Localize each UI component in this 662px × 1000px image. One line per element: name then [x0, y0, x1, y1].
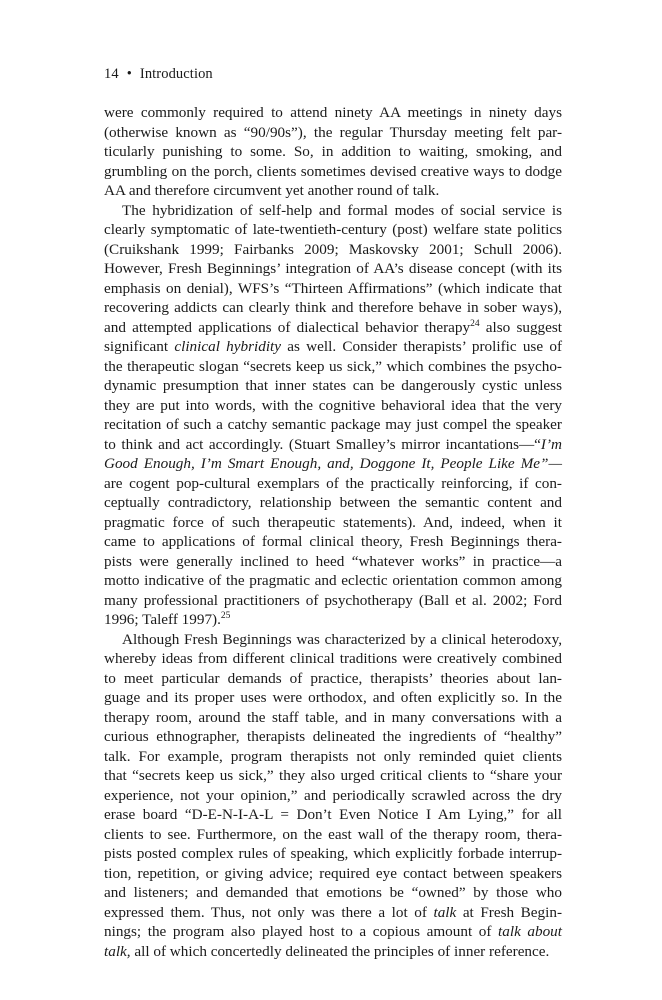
- text-line: [104, 435, 562, 455]
- line-text: to think and act accordingly. (Stuart Smalley’s mirror incantations—“: [104, 435, 541, 453]
- text-line: dynamic presumption that inner states can be dangerously cystic unless: [104, 377, 562, 394]
- italic-term: clinical hybridity: [174, 338, 282, 355]
- text-line: [104, 610, 562, 630]
- text-line: Although Fresh Beginnings was characterized by a clinical heterodoxy,: [122, 630, 562, 648]
- text-line: were commonly required to attend ninety AA meetings in ninety days: [104, 104, 562, 121]
- bullet-separator: •: [126, 66, 132, 82]
- paragraph-1: [104, 103, 562, 201]
- text-line: However, Fresh Beginnings’ integration of AA’s disease concept (with its: [104, 260, 562, 277]
- text-line: many professional practitioners of psychotherapy (Ball et al. 2002; Ford: [104, 591, 562, 609]
- section-title: Introduction: [139, 66, 213, 82]
- text-line: ceptually contradictory, relationship between the semantic content and: [104, 494, 562, 511]
- running-head: [104, 66, 213, 83]
- text-line: [104, 903, 562, 923]
- text-line: pists were generally inclined to heed “whatever works” in practice—a: [104, 552, 562, 570]
- line-text: as well. Consider therapists’ prolific use of: [281, 338, 562, 355]
- line-text: 1996; Taleff 1997).: [104, 611, 221, 628]
- italic-term: talk about: [498, 923, 563, 940]
- paragraph-3: [104, 630, 562, 962]
- text-line: clients to see. Furthermore, on the east wall of the therapy room, thera-: [104, 825, 562, 843]
- text-line: pragmatic force of such therapeutic statements). And, indeed, when it: [104, 513, 562, 531]
- text-line: [104, 942, 562, 962]
- text-line: the therapeutic slogan “secrets keep us sick,” which combines the psycho-: [104, 357, 562, 375]
- line-text: significant: [104, 338, 169, 355]
- text-line: whereby ideas from different clinical traditions were creatively combined: [104, 650, 562, 667]
- line-text: and attempted applications of dialectical behavior therapy: [104, 318, 471, 336]
- line-text: also suggest: [479, 318, 563, 336]
- text-line: erase board “D-E-N-I-A-L = Don’t Even Notice I Am Lying,” for all: [104, 806, 562, 823]
- text-line: [104, 454, 562, 474]
- line-text: all of which concertedly delineated the principles of inner reference.: [134, 942, 550, 960]
- italic-phrase: Good Enough, I’m Smart Enough, and, Doggone It, People Like Me”—: [104, 455, 562, 472]
- italic-term: talk,: [104, 942, 131, 960]
- text-line: and listeners; and demanded that emotions be “owned” by those who: [104, 884, 562, 901]
- text-line: that “secrets keep us sick,” they also urged critical clients to “share your: [104, 767, 562, 784]
- text-line: to meet particular demands of practice, therapists’ theories about lan-: [104, 669, 562, 687]
- text-line: talk. For example, program therapists not only reminded quiet clients: [104, 747, 562, 765]
- footnote-ref-25[interactable]: 25: [220, 610, 231, 621]
- text-line: [104, 337, 562, 357]
- text-line: recovering addicts can clearly think and therefore behave in sober ways),: [104, 299, 562, 316]
- page-number: 14: [104, 66, 119, 82]
- text-line: (otherwise known as “90/90s”), the regular Thursday meeting felt par-: [104, 123, 562, 141]
- paragraph-2: [104, 201, 562, 630]
- text-line: AA and therefore circumvent yet another round of talk.: [104, 182, 440, 199]
- text-line: emphasis on denial), WFS’s “Thirteen Affirmations” (which indicate that: [104, 279, 562, 297]
- body-text: [104, 103, 562, 961]
- text-line: motto indicative of the pragmatic and eclectic orientation common among: [104, 572, 562, 589]
- text-line: experience, not your opinion,” and periodically scrawled across the dry: [104, 786, 562, 804]
- text-line: curious ethnographer, therapists delineated the ingredients of “healthy”: [104, 728, 562, 745]
- text-line: recitation of such a catchy semantic package may just compel the speaker: [104, 416, 562, 433]
- text-line: (Cruikshank 1999; Fairbanks 2009; Maskovsky 2001; Schull 2006).: [104, 240, 562, 258]
- line-text: nings; the program also played host to a copious amount of: [104, 923, 492, 940]
- text-line: The hybridization of self-help and formal modes of social service is: [122, 201, 562, 219]
- italic-phrase: I’m: [540, 435, 562, 453]
- text-line: came to applications of formal clinical theory, Fresh Beginnings thera-: [104, 533, 562, 550]
- text-line: grumbling on the porch, clients sometimes devised creative ways to dodge: [104, 162, 562, 180]
- line-text: at Fresh Begin-: [456, 903, 563, 921]
- text-line: [104, 318, 562, 338]
- footnote-ref-24[interactable]: 24: [470, 318, 480, 329]
- text-line: therapy room, around the staff table, and in many conversations with a: [104, 708, 562, 726]
- text-line: clearly symptomatic of late-twentieth-century (post) welfare state politics: [104, 221, 562, 238]
- text-line: guage and its proper uses were orthodox, and often explicitly so. In the: [104, 689, 562, 706]
- text-line: ticularly punishing to some. So, in addition to waiting, smoking, and: [104, 143, 562, 160]
- text-line: are cogent pop-cultural exemplars of the practically reinforcing, if con-: [104, 474, 562, 492]
- text-line: pists posted complex rules of speaking, which explicitly forbade interrup-: [104, 845, 562, 862]
- text-line: they are put into words, with the cognitive behavioral idea that the very: [104, 396, 562, 414]
- text-line: [104, 922, 562, 942]
- line-text: expressed them. Thus, not only was there a lot of: [104, 903, 427, 921]
- text-line: tion, repetition, or giving advice; required eye contact between speakers: [104, 864, 562, 882]
- italic-term: talk: [433, 903, 457, 921]
